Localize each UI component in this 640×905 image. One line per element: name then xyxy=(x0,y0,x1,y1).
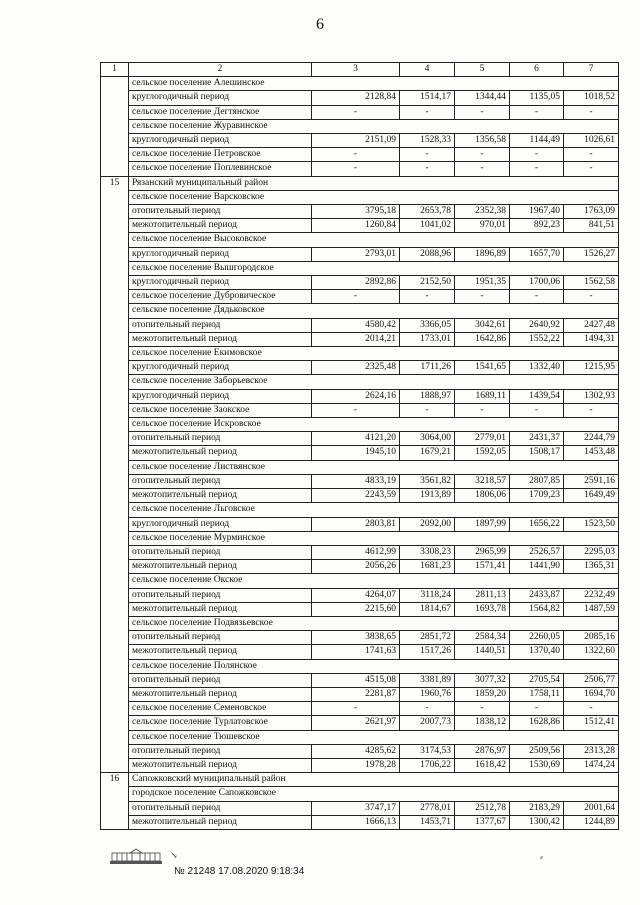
tariff-value: 2427,48 xyxy=(564,318,619,332)
table-row xyxy=(101,446,619,460)
table-row xyxy=(101,687,619,701)
stray-mark: ↘ xyxy=(170,850,178,860)
tariff-value: 4612,99 xyxy=(312,545,400,559)
table-row xyxy=(101,389,619,403)
tariff-value: 1041,02 xyxy=(400,219,455,233)
table-row xyxy=(101,91,619,105)
column-header: 7 xyxy=(564,63,619,77)
tariff-value: 1897,99 xyxy=(455,517,510,531)
tariff-value: 1657,70 xyxy=(510,247,564,261)
tariff-value: 1838,12 xyxy=(455,716,510,730)
tariff-value: 2584,34 xyxy=(455,631,510,645)
tariff-value: 1552,22 xyxy=(510,332,564,346)
tariff-value: 2640,92 xyxy=(510,318,564,332)
section-label: сельское поселение Тюшевское xyxy=(129,730,619,744)
table-row xyxy=(101,375,619,389)
tariff-value: 3218,57 xyxy=(455,474,510,488)
tariff-value: - xyxy=(564,148,619,162)
section-label: Сапожковский муниципальный район xyxy=(129,773,619,787)
table-row xyxy=(101,119,619,133)
tariff-value: 2014,21 xyxy=(312,332,400,346)
tariff-value: - xyxy=(510,105,564,119)
tariff-value: 2807,85 xyxy=(510,474,564,488)
document-registration-mark: № 21248 17.08.2020 9:18:34 xyxy=(174,866,305,877)
tariff-value: 1026,61 xyxy=(564,134,619,148)
section-label: Рязанский муниципальный район xyxy=(129,176,619,190)
tariff-value: 2811,13 xyxy=(455,588,510,602)
tariff-value: 1656,22 xyxy=(510,517,564,531)
table-row xyxy=(101,205,619,219)
column-header: 2 xyxy=(129,63,312,77)
section-label: сельское поселение Высоковское xyxy=(129,233,619,247)
row-label: сельское поселение Турлатовское xyxy=(129,716,312,730)
tariff-value: 1679,21 xyxy=(400,446,455,460)
tariff-value: 1859,20 xyxy=(455,687,510,701)
tariff-value: 1441,90 xyxy=(510,560,564,574)
tariff-value: 1666,13 xyxy=(312,815,400,829)
tariff-value: 1562,58 xyxy=(564,276,619,290)
tariff-value: 2244,79 xyxy=(564,432,619,446)
tariff-value: 2313,28 xyxy=(564,744,619,758)
tariff-value: 1741,63 xyxy=(312,645,400,659)
tariff-value: 3042,61 xyxy=(455,318,510,332)
section-label: сельское поселение Дядьковское xyxy=(129,304,619,318)
tariff-value: 2431,37 xyxy=(510,432,564,446)
row-label: круглогодичный период xyxy=(129,134,312,148)
tariff-value: 2088,96 xyxy=(400,247,455,261)
tariff-value: 1377,67 xyxy=(455,815,510,829)
section-label: сельское поселение Алешинское xyxy=(129,77,619,91)
tariff-value: - xyxy=(400,290,455,304)
row-label: межотопительный период xyxy=(129,645,312,659)
tariff-value: 2352,38 xyxy=(455,205,510,219)
tariff-value: 2624,16 xyxy=(312,389,400,403)
tariff-value: 2001,64 xyxy=(564,801,619,815)
tariff-value: 4264,07 xyxy=(312,588,400,602)
section-label: сельское поселение Варсковское xyxy=(129,190,619,204)
tariff-value: 2851,72 xyxy=(400,631,455,645)
tariff-value: 841,51 xyxy=(564,219,619,233)
tariff-value: - xyxy=(312,702,400,716)
table-row xyxy=(101,773,619,787)
tariff-value: 3366,05 xyxy=(400,318,455,332)
section-label: сельское поселение Льговское xyxy=(129,503,619,517)
table-row xyxy=(101,134,619,148)
tariff-value: - xyxy=(312,403,400,417)
tariff-value: 2779,01 xyxy=(455,432,510,446)
section-label: сельское поселение Заборьевское xyxy=(129,375,619,389)
tariff-value: 1453,48 xyxy=(564,446,619,460)
table-row xyxy=(101,787,619,801)
tariff-value: 1474,24 xyxy=(564,758,619,772)
tariff-value: 2295,03 xyxy=(564,545,619,559)
tariff-value: 1541,65 xyxy=(455,361,510,375)
column-header: 6 xyxy=(510,63,564,77)
tariff-value: 1694,70 xyxy=(564,687,619,701)
tariff-value: - xyxy=(455,290,510,304)
table-row xyxy=(101,801,619,815)
tariff-value: 3838,65 xyxy=(312,631,400,645)
section-label: сельское поселение Листвянское xyxy=(129,460,619,474)
row-label: круглогодичный период xyxy=(129,247,312,261)
row-label: сельское поселение Заокское xyxy=(129,403,312,417)
tariff-value: - xyxy=(510,162,564,176)
table-row xyxy=(101,531,619,545)
tariff-value: 3747,17 xyxy=(312,801,400,815)
tariff-value: 1514,17 xyxy=(400,91,455,105)
tariff-value: 4833,19 xyxy=(312,474,400,488)
tariff-value: 1628,86 xyxy=(510,716,564,730)
tariff-value: 1758,11 xyxy=(510,687,564,701)
row-label: межотопительный период xyxy=(129,332,312,346)
row-label: межотопительный период xyxy=(129,602,312,616)
tariff-value: 1700,06 xyxy=(510,276,564,290)
tariff-value: 1144,49 xyxy=(510,134,564,148)
table-row xyxy=(101,318,619,332)
table-row xyxy=(101,517,619,531)
tariff-value: 2803,81 xyxy=(312,517,400,531)
section-label: сельское поселение Мурминское xyxy=(129,531,619,545)
tariff-value: - xyxy=(510,403,564,417)
tariff-value: 2183,29 xyxy=(510,801,564,815)
tariff-value: 1709,23 xyxy=(510,489,564,503)
tariff-value: 1356,58 xyxy=(455,134,510,148)
tariff-value: 1487,59 xyxy=(564,602,619,616)
row-label: межотопительный период xyxy=(129,489,312,503)
tariff-value: 2151,09 xyxy=(312,134,400,148)
tariff-value: 1365,31 xyxy=(564,560,619,574)
table-row xyxy=(101,815,619,829)
tariff-value: 1135,05 xyxy=(510,91,564,105)
page-number: 6 xyxy=(316,16,324,33)
tariff-value: 2876,97 xyxy=(455,744,510,758)
table-row xyxy=(101,574,619,588)
tariff-value: 1508,17 xyxy=(510,446,564,460)
column-header: 5 xyxy=(455,63,510,77)
row-label: отопительный период xyxy=(129,432,312,446)
section-label: сельское поселение Подвязьевское xyxy=(129,616,619,630)
tariff-value: 2152,50 xyxy=(400,276,455,290)
tariff-value: 2705,54 xyxy=(510,673,564,687)
tariff-value: 3174,53 xyxy=(400,744,455,758)
column-header: 3 xyxy=(312,63,400,77)
tariff-value: 1302,93 xyxy=(564,389,619,403)
table-row xyxy=(101,162,619,176)
tariff-value: - xyxy=(564,162,619,176)
row-label: межотопительный период xyxy=(129,815,312,829)
column-header: 1 xyxy=(101,63,129,77)
row-label: сельское поселение Семеновское xyxy=(129,702,312,716)
group-number: 15 xyxy=(101,176,129,773)
table-row xyxy=(101,432,619,446)
tariff-value: 970,01 xyxy=(455,219,510,233)
tariff-value: - xyxy=(312,162,400,176)
tariff-value: 1215,95 xyxy=(564,361,619,375)
tariff-value: 2092,00 xyxy=(400,517,455,531)
tariff-value: 2085,16 xyxy=(564,631,619,645)
tariff-value: 3064,00 xyxy=(400,432,455,446)
table-row xyxy=(101,758,619,772)
row-label: межотопительный период xyxy=(129,560,312,574)
table-row xyxy=(101,545,619,559)
tariff-value: 1763,09 xyxy=(564,205,619,219)
tariff-value: 1681,23 xyxy=(400,560,455,574)
tariff-value: 1332,40 xyxy=(510,361,564,375)
table-row xyxy=(101,233,619,247)
tariff-value: 1453,71 xyxy=(400,815,455,829)
table-row xyxy=(101,290,619,304)
tariff-value: 2778,01 xyxy=(400,801,455,815)
row-label: круглогодичный период xyxy=(129,389,312,403)
tariff-value: - xyxy=(564,290,619,304)
tariff-value: 1530,69 xyxy=(510,758,564,772)
row-label: сельское поселение Поплевинское xyxy=(129,162,312,176)
row-label: отопительный период xyxy=(129,744,312,758)
tariff-value: 1693,78 xyxy=(455,602,510,616)
table-header-row xyxy=(101,63,619,77)
table-row xyxy=(101,645,619,659)
row-label: круглогодичный период xyxy=(129,361,312,375)
tariff-value: - xyxy=(564,403,619,417)
tariff-value: 1300,42 xyxy=(510,815,564,829)
tariff-value: - xyxy=(400,403,455,417)
tariff-value: 2260,05 xyxy=(510,631,564,645)
table-row xyxy=(101,503,619,517)
table-row xyxy=(101,361,619,375)
tariff-value: - xyxy=(455,162,510,176)
tariff-value: 1733,01 xyxy=(400,332,455,346)
table-row xyxy=(101,304,619,318)
tariff-value: 1526,27 xyxy=(564,247,619,261)
tariff-value: 3561,82 xyxy=(400,474,455,488)
tariff-value: - xyxy=(510,290,564,304)
table-row xyxy=(101,219,619,233)
row-label: отопительный период xyxy=(129,801,312,815)
tariff-value: 1571,41 xyxy=(455,560,510,574)
tariff-value: 1711,26 xyxy=(400,361,455,375)
tariff-value: 1978,28 xyxy=(312,758,400,772)
section-label: сельское поселение Окское xyxy=(129,574,619,588)
tariff-value: 2965,99 xyxy=(455,545,510,559)
tariff-value: 1494,31 xyxy=(564,332,619,346)
tariff-value: 1439,54 xyxy=(510,389,564,403)
tariff-value: - xyxy=(564,105,619,119)
row-label: отопительный период xyxy=(129,545,312,559)
tariff-value: 1440,51 xyxy=(455,645,510,659)
table-row xyxy=(101,418,619,432)
tariff-value: 2509,56 xyxy=(510,744,564,758)
row-label: межотопительный период xyxy=(129,687,312,701)
table-row xyxy=(101,602,619,616)
table-row xyxy=(101,730,619,744)
tariff-value: 1564,82 xyxy=(510,602,564,616)
tariff-value: 2056,26 xyxy=(312,560,400,574)
tariff-value: 2007,73 xyxy=(400,716,455,730)
row-label: отопительный период xyxy=(129,673,312,687)
tariff-value: 1649,49 xyxy=(564,489,619,503)
tariff-value: 2215,60 xyxy=(312,602,400,616)
tariff-value: 4515,08 xyxy=(312,673,400,687)
table-row xyxy=(101,474,619,488)
tariff-value: 892,23 xyxy=(510,219,564,233)
tariff-table xyxy=(100,62,619,830)
tariff-value: 1344,44 xyxy=(455,91,510,105)
tariff-value: - xyxy=(400,702,455,716)
row-label: сельское поселение Дегтянское xyxy=(129,105,312,119)
row-label: круглогодичный период xyxy=(129,91,312,105)
table-row xyxy=(101,659,619,673)
tariff-value: 1322,60 xyxy=(564,645,619,659)
tariff-value: 1592,05 xyxy=(455,446,510,460)
tariff-value: 1814,67 xyxy=(400,602,455,616)
tariff-value: 3795,18 xyxy=(312,205,400,219)
table-row xyxy=(101,247,619,261)
table-row xyxy=(101,616,619,630)
building-logo-icon xyxy=(108,848,164,866)
tariff-value: 1370,40 xyxy=(510,645,564,659)
table-row xyxy=(101,190,619,204)
tariff-value: 2433,87 xyxy=(510,588,564,602)
section-label: сельское поселение Вышгородское xyxy=(129,261,619,275)
tariff-value: - xyxy=(455,403,510,417)
tariff-value: 1642,86 xyxy=(455,332,510,346)
section-label: сельское поселение Полянское xyxy=(129,659,619,673)
tariff-value: 1960,76 xyxy=(400,687,455,701)
column-header: 4 xyxy=(400,63,455,77)
table-row xyxy=(101,105,619,119)
tariff-value: - xyxy=(400,148,455,162)
row-label: круглогодичный период xyxy=(129,276,312,290)
tariff-value: 2526,57 xyxy=(510,545,564,559)
stray-mark: ⸗ xyxy=(540,852,543,862)
group-number xyxy=(101,77,129,176)
tariff-value: - xyxy=(400,162,455,176)
tariff-value: 2325,48 xyxy=(312,361,400,375)
tariff-value: - xyxy=(400,105,455,119)
tariff-value: 3381,89 xyxy=(400,673,455,687)
row-label: межотопительный период xyxy=(129,446,312,460)
table-row xyxy=(101,716,619,730)
group-number: 16 xyxy=(101,773,129,830)
tariff-value: 1689,11 xyxy=(455,389,510,403)
tariff-value: 2892,86 xyxy=(312,276,400,290)
tariff-value: 1244,89 xyxy=(564,815,619,829)
tariff-value: 2621,97 xyxy=(312,716,400,730)
table-row xyxy=(101,673,619,687)
tariff-value: 1967,40 xyxy=(510,205,564,219)
tariff-value: 1913,89 xyxy=(400,489,455,503)
tariff-value: 4121,20 xyxy=(312,432,400,446)
tariff-value: 2281,87 xyxy=(312,687,400,701)
row-label: отопительный период xyxy=(129,318,312,332)
table-row xyxy=(101,489,619,503)
tariff-value: - xyxy=(312,290,400,304)
table-row xyxy=(101,588,619,602)
tariff-value: 1618,42 xyxy=(455,758,510,772)
table-row xyxy=(101,702,619,716)
tariff-value: - xyxy=(312,148,400,162)
tariff-value: - xyxy=(455,702,510,716)
tariff-value: 2128,84 xyxy=(312,91,400,105)
tariff-value: 1806,06 xyxy=(455,489,510,503)
tariff-value: 4580,42 xyxy=(312,318,400,332)
tariff-value: 1260,84 xyxy=(312,219,400,233)
tariff-value: 2512,78 xyxy=(455,801,510,815)
tariff-value: 2243,59 xyxy=(312,489,400,503)
tariff-value: 1018,52 xyxy=(564,91,619,105)
tariff-value: 2591,16 xyxy=(564,474,619,488)
table-row xyxy=(101,261,619,275)
table-row xyxy=(101,276,619,290)
row-label: отопительный период xyxy=(129,205,312,219)
tariff-value: 1945,10 xyxy=(312,446,400,460)
tariff-value: 1896,89 xyxy=(455,247,510,261)
section-label: сельское поселение Журавинское xyxy=(129,119,619,133)
tariff-value: 3308,23 xyxy=(400,545,455,559)
tariff-value: 1523,50 xyxy=(564,517,619,531)
table-row xyxy=(101,403,619,417)
tariff-value: 1512,41 xyxy=(564,716,619,730)
table-row xyxy=(101,77,619,91)
tariff-value: - xyxy=(510,148,564,162)
section-label: городское поселение Сапожковское xyxy=(129,787,619,801)
table-row xyxy=(101,176,619,190)
tariff-value: - xyxy=(564,702,619,716)
table-row xyxy=(101,560,619,574)
tariff-value: 1528,33 xyxy=(400,134,455,148)
table-row xyxy=(101,631,619,645)
row-label: межотопительный период xyxy=(129,758,312,772)
row-label: межотопительный период xyxy=(129,219,312,233)
row-label: отопительный период xyxy=(129,631,312,645)
tariff-value: 2653,78 xyxy=(400,205,455,219)
tariff-value: 1517,26 xyxy=(400,645,455,659)
tariff-value: 2232,49 xyxy=(564,588,619,602)
tariff-value: - xyxy=(455,148,510,162)
table-row xyxy=(101,148,619,162)
tariff-value: 3077,32 xyxy=(455,673,510,687)
row-label: сельское поселение Дубровическое xyxy=(129,290,312,304)
table-row xyxy=(101,347,619,361)
table-row xyxy=(101,460,619,474)
tariff-value: 1706,22 xyxy=(400,758,455,772)
table-row xyxy=(101,332,619,346)
section-label: сельское поселение Екимовское xyxy=(129,347,619,361)
tariff-value: 1888,97 xyxy=(400,389,455,403)
row-label: отопительный период xyxy=(129,474,312,488)
tariff-value: - xyxy=(312,105,400,119)
tariff-value: 1951,35 xyxy=(455,276,510,290)
row-label: сельское поселение Петровское xyxy=(129,148,312,162)
tariff-value: 2506,77 xyxy=(564,673,619,687)
tariff-value: - xyxy=(455,105,510,119)
row-label: отопительный период xyxy=(129,588,312,602)
tariff-value: 4285,62 xyxy=(312,744,400,758)
section-label: сельское поселение Искровское xyxy=(129,418,619,432)
tariff-value: 2793,01 xyxy=(312,247,400,261)
tariff-value: - xyxy=(510,702,564,716)
tariff-value: 3118,24 xyxy=(400,588,455,602)
row-label: круглогодичный период xyxy=(129,517,312,531)
table-row xyxy=(101,744,619,758)
